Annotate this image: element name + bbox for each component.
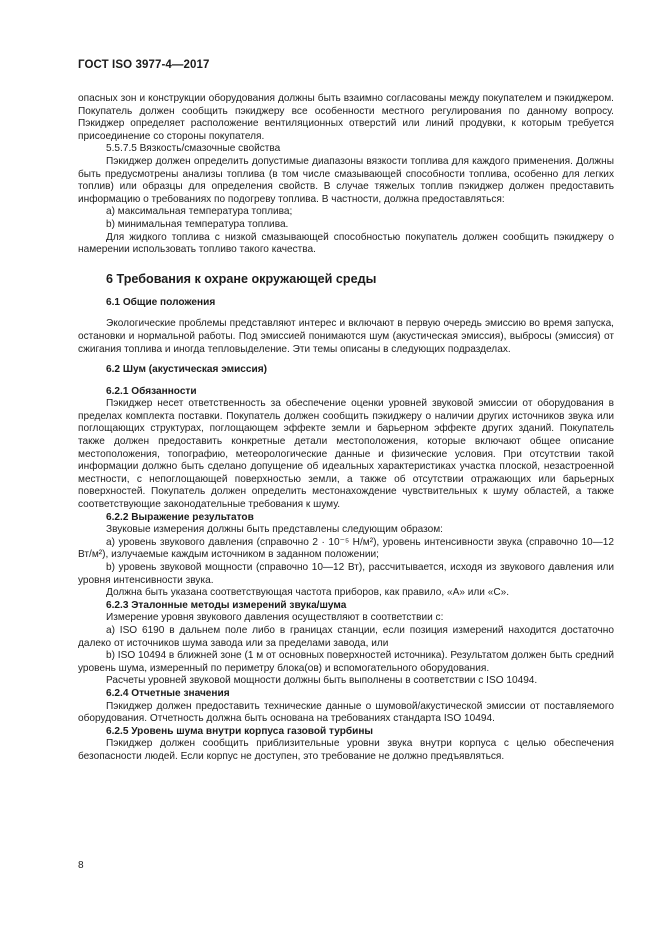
subsection-title-6-2-3: 6.2.3 Эталонные методы измерений звука/шума — [106, 599, 347, 611]
subsection-title-6-2-2: 6.2.2 Выражение результатов — [106, 511, 254, 523]
paragraph-responsibilities: Пэкиджер несет ответственность за обеспечение оценки уровней звуковой эмиссии от оборудования в пределах комплекта поставки. Покупатель должен сообщить пэкиджеру о наличии других источников звука или поглощающих структурах, поглощающем эффекте земли и барьерном эффекте других зданий. Покупатель также должен предоставить конкретные детали местоположения, которые включают общее описание местоположения, топографию, метеорологические данные и физические условия. При отсутствии такой информации должно быть сделано допущение об идеальных характеристиках участка плоской, незастроенной местности, с непоглощающей поверхностью земли, а также об отсутствии отражающих или барьерных поверхностей. Покупатель должен определить местонахождение чувствительных к шуму областей, а также соответствующие законодательные требования к шуму. — [78, 398, 614, 511]
document-body — [78, 93, 614, 764]
page-header-standard-code: ГОСТ ISO 3977-4—2017 — [78, 59, 210, 71]
clause-heading-5-5-7-5: 5.5.7.5 Вязкость/смазочные свойства — [106, 143, 281, 155]
paragraph-results: Звуковые измерения должны быть представлены следующим образом: — [106, 524, 443, 536]
subsection-title-6-2-1: 6.2.1 Обязанности — [106, 385, 197, 397]
list-item-iso-6190: а) ISO 6190 в дальнем поле либо в границах станции, если позиция измерений находится достаточно далеко от источников шума завода или за пределами завода, или — [78, 624, 614, 649]
paragraph-reporting: Пэкиджер должен предоставить технические данные о шумовой/акустической эмиссии от поставляемого оборудования. Отчетность должна быть основана на требованиях стандарта ISO 10494. — [78, 700, 614, 725]
paragraph-measurement: Измерение уровня звукового давления осуществляют в соответствии с: — [106, 612, 444, 624]
subsection-title-6-1: 6.1 Общие положения — [106, 296, 216, 308]
paragraph-viscosity: Пэкиджер должен определить допустимые диапазоны вязкости топлива для каждого применения. Должны быть предусмотрены анализы топлива (в том числе смазывающей способности топлива, особенно для легких топлив) или образцы для определения свойств. В случае тяжелых топлив пэкиджер должен предоставить информацию о требованиях по подогреву топлива. В частности, должна предоставляться: — [78, 155, 614, 205]
paragraph-enclosure-noise: Пэкиджер должен сообщить приблизительные уровни звука внутри корпуса с целью обеспечения безопасности людей. Если корпус не доступен, это требование не должно предъявляться. — [78, 738, 614, 762]
paragraph-general: Экологические проблемы представляют интерес и включают в первую очередь эмиссию во время запуска, остановки и нормальной работы. Под эмиссией понимаются шум (акустическая эмиссия), выбросы (эмиссия) от сжигания топлива и иногда тепловыделение. Эти темы описаны в следующих подразделах. — [78, 318, 614, 355]
page-number: 8 — [78, 860, 84, 871]
list-item-sound-pressure: а) уровень звукового давления (справочно 2 · 10⁻⁵ Н/м²), уровень интенсивности звука (справочно 10—12 Вт/м²), излучаемые каждым источником в заданном положении; — [78, 536, 614, 561]
subsection-title-6-2-5: 6.2.5 Уровень шума внутри корпуса газовой турбины — [106, 725, 374, 737]
list-item-min-temperature: b) минимальная температура топлива. — [106, 218, 289, 230]
list-item-sound-power: b) уровень звуковой мощности (справочно 10—12 Вт), рассчитывается, исходя из звукового давления или уровня интенсивности звука. — [78, 562, 614, 586]
section-title-6: 6 Требования к охране окружающей среды — [106, 271, 377, 286]
paragraph-frequency: Должна быть указана соответствующая частота приборов, как правило, «А» или «С». — [106, 587, 510, 599]
list-item-iso-10494: b) ISO 10494 в ближней зоне (1 м от основных поверхностей источника). Результатом должен быть средний уровень шума, измеренный по периметру блока(ов) и вспомогательного оборудования. — [78, 650, 614, 674]
paragraph-low-lubricity: Для жидкого топлива с низкой смазывающей способностью покупатель должен сообщить пэкиджеру о намерении использовать топливо такого качества. — [78, 231, 614, 256]
paragraph-calculations: Расчеты уровней звуковой мощности должны быть выполнены в соответствии с ISO 10494. — [106, 675, 538, 687]
subsection-title-6-2: 6.2 Шум (акустическая эмиссия) — [106, 364, 267, 376]
list-item-max-temperature: а) максимальная температура топлива; — [106, 206, 293, 218]
subsection-title-6-2-4: 6.2.4 Отчетные значения — [106, 687, 230, 699]
paragraph-continuation: опасных зон и конструкции оборудования должны быть взаимно согласованы между покупателем и пэкиджером. Покупатель должен сообщить пэкиджеру все особенности местного регулирования по данному вопросу. Пэкиджер определяет расположение вентиляционных отверстий или линий продувки, к которым требуется присоединение со стороны покупателя. — [78, 93, 614, 142]
